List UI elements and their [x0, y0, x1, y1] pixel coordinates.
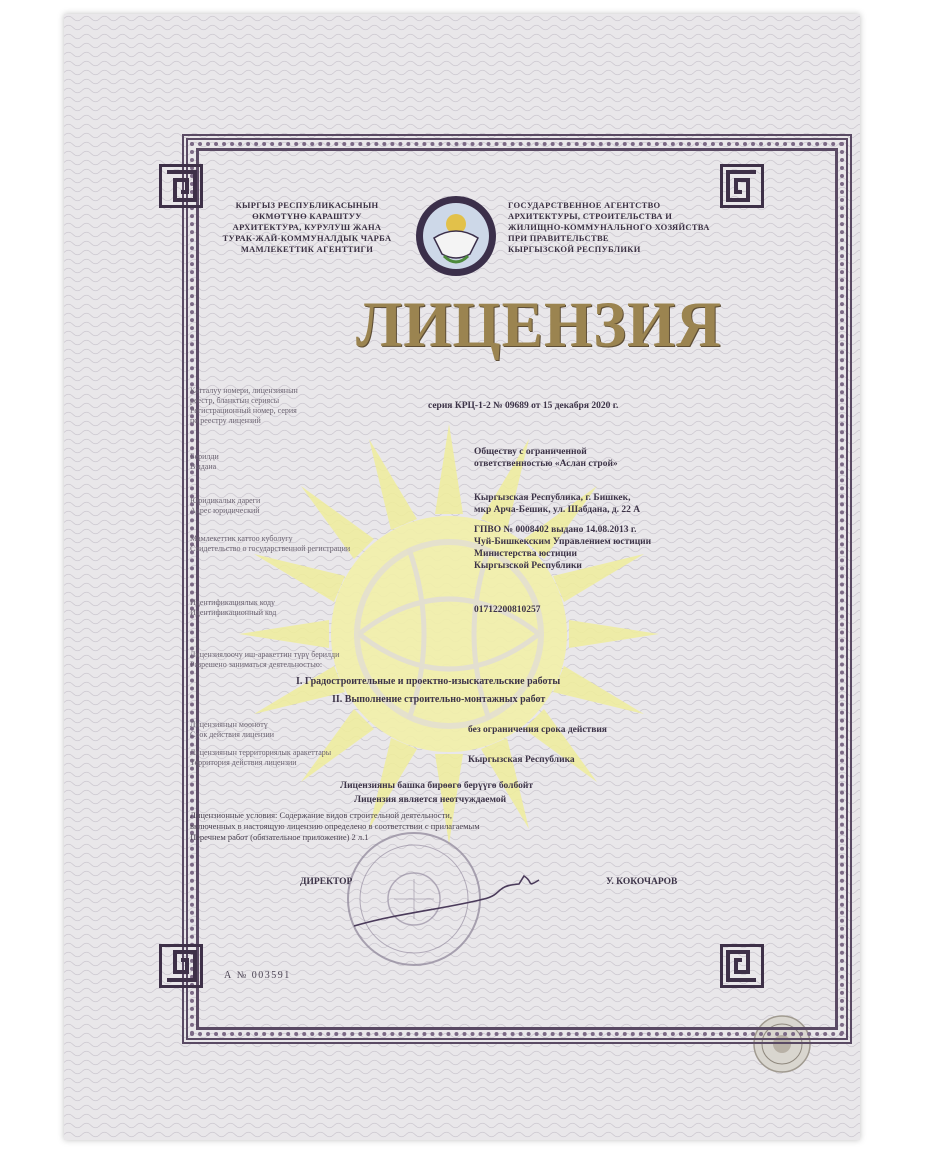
non-transferable-russian: Лицензия является неотчуждаемой: [354, 795, 507, 805]
blank-number: А № 003591: [224, 970, 291, 981]
series-number-value: серия КРЦ-1-2 № 09689 от 15 декабря 2020 г.: [428, 401, 619, 411]
kyrgyz-emblem-icon: [414, 194, 498, 278]
territory-label: Лицензиянын территориялык аракеттары Территория действия лицензии: [190, 748, 332, 767]
registration-certificate-label: Мамлекеттик каттоо куболугу Свидетельство о государственной регистрации: [190, 534, 351, 553]
license-conditions: Лицензионные условия: Содержание видов строительной деятельности, включенных в настоящую лицензию определено в соответствии с прилагаемым Перечнем работ (обязательное приложение) 2 л.1: [190, 810, 480, 842]
document-title: ЛИЦЕНЗИЯ: [356, 289, 722, 361]
address-value: Кыргызская Республика, г. Бишкек, мкр Арча-Бешик, ул. Шабдана, д. 22 А: [474, 493, 641, 515]
corner-ornament-bottom-left: [159, 944, 203, 988]
agency-header-kyrgyz: КЫРГЫЗ РЕСПУБЛИКАСЫНЫН ӨКМӨТҮНӨ КАРАШТУУ АРХИТЕКТУРА, КУРУЛУШ ЖАНА ТУРАК-ЖАЙ-КОММУНАЛДЫК ЧАРБА МАМЛЕКЕТТИК АГЕНТТИГИ: [222, 200, 392, 254]
term-value: без ограничения срока действия: [468, 725, 607, 735]
registration-certificate-value: ГПВО № 0008402 выдано 14.08.2013 г. Чуй-Бишкекским Управлением юстиции Министерства юстиции Кыргызской Республики: [474, 525, 652, 571]
corner-ornament-top-left: [159, 164, 203, 208]
license-document: [64, 14, 860, 1140]
agency-header-russian: ГОСУДАРСТВЕННОЕ АГЕНТСТВО АРХИТЕКТУРЫ, СТРОИТЕЛЬСТВА И ЖИЛИЩНО-КОММУНАЛЬНОГО ХОЗЯЙСТВА ПРИ ПРАВИТЕЛЬСТВЕ КЫРГЫЗСКОЙ РЕСПУБЛИКИ: [508, 200, 710, 254]
activity-label: Лицензиялоочу иш-аракеттин түрү берилди Разрешено заниматься деятельностью:: [190, 650, 340, 669]
territory-value: Кыргызская Республика: [468, 755, 575, 765]
issued-label: Берилди Выдана: [190, 452, 219, 471]
director-label: ДИРЕКТОР: [300, 877, 353, 887]
director-name: У. КОКОЧАРОВ: [606, 877, 678, 887]
ornamental-frame-inner: [196, 148, 838, 1030]
corner-ornament-bottom-right: [720, 944, 764, 988]
identification-code-value: 01712200810257: [474, 605, 541, 615]
term-label: Лицензиянын мөөнөтү Срок действия лицензии: [190, 720, 275, 739]
register-label: Катталуу номери, лицензиянын реестр, бланктын сериясы Регистрационный номер, серия по реестру лицензий: [190, 386, 298, 425]
activity-item-2: II. Выполнение строительно-монтажных работ: [332, 694, 546, 705]
non-transferable-kyrgyz: Лицензияны башка бирөөгө берүүгө болбойт: [340, 781, 533, 791]
identification-code-label: Идентификациялык коду Идентификационный код: [190, 598, 277, 617]
issued-to-value: Обществу с ограниченной ответственностью «Аслан строй»: [474, 447, 618, 469]
activity-item-1: I. Градостроительные и проектно-изыскательские работы: [296, 676, 561, 687]
address-label: Юридикалык дареги Адрес юридический: [190, 496, 261, 515]
